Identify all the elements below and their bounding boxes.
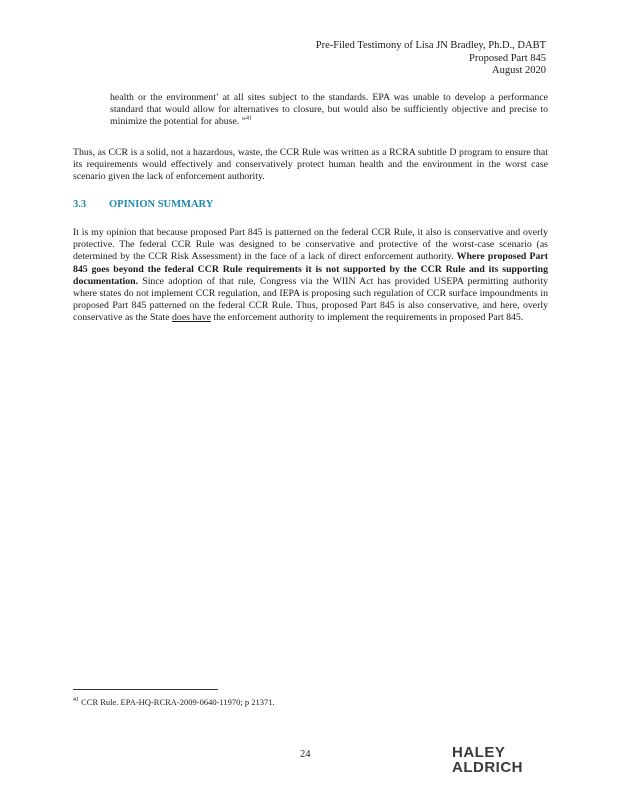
header-proposal: Proposed Part 845	[469, 52, 546, 64]
footnote-number: 41	[73, 697, 79, 704]
block-quote	[110, 92, 548, 129]
section-heading	[73, 199, 213, 210]
page-header	[246, 40, 546, 78]
page-number: 24	[300, 749, 311, 760]
header-date: August 2020	[492, 65, 546, 76]
footnote-divider	[73, 689, 218, 690]
logo-line-2: ALDRICH	[452, 759, 523, 776]
quote-footnote-ref[interactable]: 41	[246, 116, 253, 123]
logo-line-1: HALEY	[452, 744, 506, 761]
opinion-text-1: It is my opinion that because proposed Part 845 is patterned on the federal CCR Rule, it also is conservative and overly protective. The federal CCR Rule was designed to be conservative and protective of the worst-case scenario (as determined by the CCR Risk Assessment) in the face of a lack of direct enforcement authority.	[73, 227, 548, 263]
haley-aldrich-logo	[452, 746, 547, 775]
quote-text: health or the environment’ at all sites subject to the standards. EPA was unable to develop a performance standard that would allow for alternatives to closure, but would also be sufficiently objective and precise to minimize the potential for abuse. ”	[110, 92, 548, 128]
footnote-text: CCR Rule. EPA-HQ-RCRA-2009-0640-11970; p 21371.	[79, 697, 275, 707]
header-testimony-title: Pre-Filed Testimony of Lisa JN Bradley, Ph.D., DABT	[315, 40, 546, 51]
opinion-bold-statement: Where proposed Part 845 goes beyond the federal CCR Rule requirements it is not supported by the CCR Rule and its supporting documentation.	[73, 251, 548, 287]
paragraph-ccr-rule	[73, 147, 548, 184]
section-number: 3.3	[73, 199, 87, 210]
section-title: OPINION SUMMARY	[109, 199, 214, 210]
paragraph-text: Thus, as CCR is a solid, not a hazardous, waste, the CCR Rule was written as a RCRA subtitle D program to ensure that its requirements would effectively and conservatively protect human health and the environment in the worst case scenario given the lack of enforcement authority.	[73, 147, 548, 183]
opinion-text-3: the enforcement authority to implement the requirements in proposed Part 845.	[210, 312, 524, 324]
paragraph-opinion	[73, 227, 548, 325]
opinion-underlined-text: does have	[172, 312, 211, 324]
opinion-text-2: Since adoption of that rule, Congress via the WIIN Act has provided USEPA permitting authority where states do not implement CCR regulation, and IEPA is proposing such regulation of CCR surface impoundments in proposed Part 845 patterned on the federal CCR Rule. Thus, proposed Part 845 is also conservative, and here, overly conservative as the State	[73, 275, 548, 324]
footnote	[73, 697, 275, 707]
